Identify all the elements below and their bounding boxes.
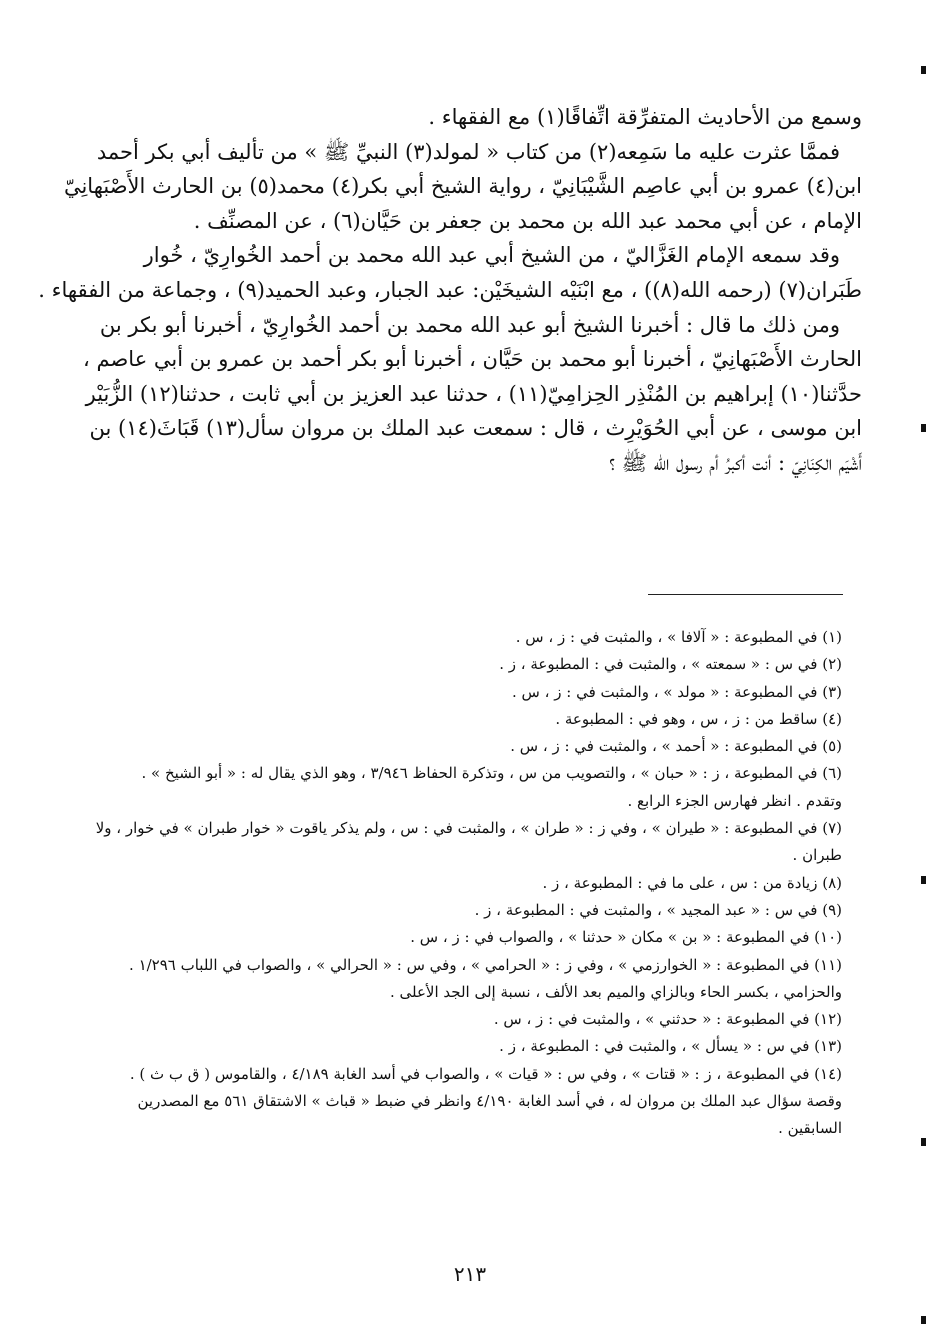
page-number: ٢١٣ <box>453 1262 487 1286</box>
footnote-line: (١٣) في س : « يسأل » ، والمثبت في : المطبوعة ، ز . <box>499 1037 842 1056</box>
edge-mark <box>921 1138 926 1146</box>
main-text-line: أَشْيَم الكِنَانِيّ : أنت أكبرُ أم رسول الله ﷺ ؟ <box>609 450 862 475</box>
main-text-line: حدَّثنا(١٠) إبراهيم بن المُنْذِر الحِزامِيّ(١١) ، حدثنا عبد العزيز بن أبي ثابت ، حدثنا(١٢) الزُّبَيْر <box>85 381 862 406</box>
footnote-line: (٢) في س : « سمعته » ، والمثبت في : المطبوعة ، ز . <box>499 655 842 674</box>
footnote-line: (١٠) في المطبوعة : « بن » مكان « حدثنا » ، والصواب في : ز ، س . <box>410 928 842 947</box>
main-text-line: وقد سمعه الإمام الغَزَّاليّ ، من الشيخ أبي عبد الله محمد بن أحمد الخُوارِيّ ، خُوار <box>143 243 840 268</box>
footnote-line: وتقدم . انظر فهارس الجزء الرابع . <box>627 791 842 810</box>
main-text-line: ومن ذلك ما قال : أخبرنا الشيخ أبو عبد الله محمد بن أحمد الخُوارِيّ ، أخبرنا أبو بكر بن <box>99 312 840 337</box>
footnote-line: (٧) في المطبوعة : « طيران » ، وفي ز : « طران » ، والمثبت في : س ، ولم يذكر ياقوت « خوار طبران » في خوار ، ولا <box>95 819 842 838</box>
footnote-line: (٣) في المطبوعة : « مولد » ، والمثبت في : ز ، س . <box>512 682 842 701</box>
footnote-line: (٩) في س : « عبد المجيد » ، والمثبت في : المطبوعة ، ز . <box>474 900 842 919</box>
main-text-line: وسمع من الأحاديث المتفرِّقة اتِّفاقًا(١) مع الفقهاء . <box>428 105 862 129</box>
footnote-line: (٨) زيادة من : س ، على ما في : المطبوعة ، ز . <box>542 873 842 892</box>
edge-mark <box>921 876 926 884</box>
main-text-line: فممَّا عثرت عليه ما سَمِعه(٢) من كتاب « لمولد(٣) النبيِّ ﷺ » من تأليف أبي بكر أحمد <box>96 139 840 164</box>
footnote-line: (٥) في المطبوعة : « أحمد » ، والمثبت في : ز ، س . <box>510 737 842 756</box>
footnote-line: السابقين . <box>778 1119 842 1138</box>
main-text-line: ابن موسى ، عن أبي الحُوَيْرِث ، قال : سمعت عبد الملك بن مروان سأل(١٣) قَبَاثَ(١٤) بن <box>89 416 862 441</box>
footnote-line: وقصة سؤال عبد الملك بن مروان له ، في أسد الغابة ٤/١٩٠ وانظر في ضبط « قباث » الاشتقاق ٥٦١ مع المصدرين <box>137 1092 842 1111</box>
footnote-line: طبران . <box>792 846 842 865</box>
edge-mark <box>921 66 926 74</box>
footnote-line: (٦) في المطبوعة ، ز : « حبان » ، والتصويب من س ، وتذكرة الحفاظ ٣/٩٤٦ ، وهو الذي يقال له : « أبو الشيخ » . <box>141 764 842 783</box>
main-text-block <box>38 100 862 481</box>
main-text-line: الحارث الأَصْبَهانِيّ ، أخبرنا أبو محمد بن حَيَّان ، أخبرنا أبو بكر أحمد بن عمرو بن أبي عاصم ، <box>83 347 862 372</box>
edge-mark <box>921 1316 926 1324</box>
footnote-line: (٤) ساقط من : ز ، س ، وهو في : المطبوعة . <box>555 709 842 728</box>
footnotes-block <box>95 624 842 1143</box>
footnote-line: والحزامي ، بكسر الحاء وبالزاي والميم بعد الألف ، نسبة إلى الجد الأعلى . <box>389 982 842 1001</box>
footnote-line: (١) في المطبوعة : « آلافا » ، والمثبت في : ز ، س . <box>515 628 842 646</box>
footnote-line: (١١) في المطبوعة : « الخوارزمي » ، وفي ز : « الحرامي » ، وفي س : « الحرالي » ، والصواب في اللباب ١/٢٩٦ . <box>129 955 842 974</box>
footnote-line: (١٤) في المطبوعة ، ز : « قتات » ، وفي س : « قيات » ، والصواب في أسد الغابة ٤/١٨٩ ، والقاموس ( ق ب ث ) . <box>129 1064 842 1083</box>
footnote-line: (١٢) في المطبوعة : « حدثني » ، والمثبت في : ز ، س . <box>493 1010 842 1029</box>
edge-mark <box>921 424 926 432</box>
main-text-line: الإمام ، عن أبي محمد عبد الله بن محمد بن جعفر بن حَيَّان(٦) ، عن المصنِّف . <box>193 208 862 233</box>
footnote-divider <box>648 594 843 595</box>
main-text-line: ابن(٤) عمرو بن أبي عاصِم الشَّيْبَانِيّ ، رواية الشيخ أبي بكر(٤) محمد(٥) بن الحارث الأَصْبَهانِيّ <box>63 174 862 199</box>
main-text-line: طَبَران(٧) (رحمه الله(٨)) ، مع ابْنَيْه الشيخَيْن: عبد الجبار، وعبد الحميد(٩) ، وجماعة من الفقهاء . <box>38 277 862 302</box>
